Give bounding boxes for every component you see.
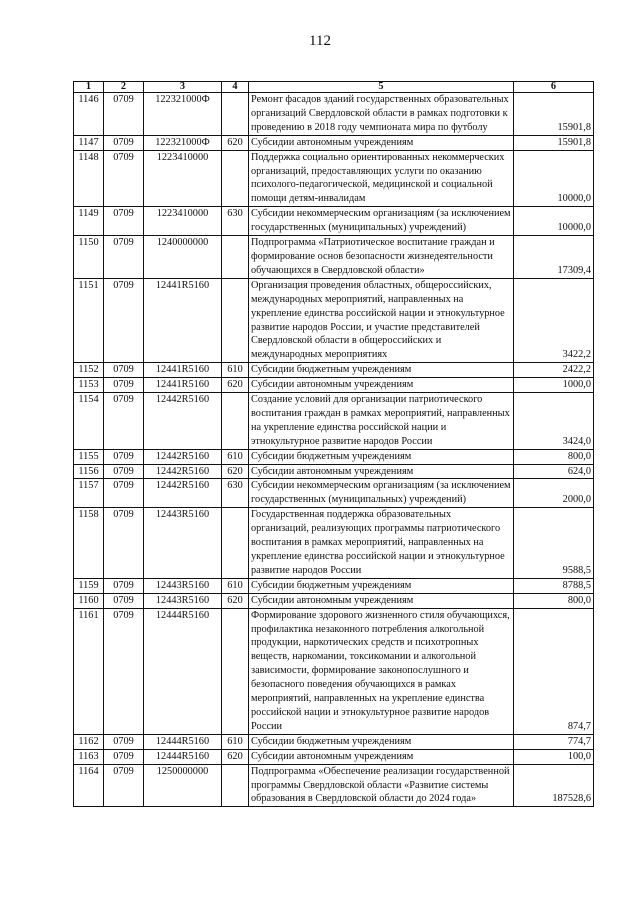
header-col-5: 5 bbox=[249, 82, 514, 93]
section-code: 0709 bbox=[104, 378, 144, 393]
item-name: Субсидии автономным учреждениям bbox=[249, 464, 514, 479]
row-number: 1159 bbox=[74, 578, 104, 593]
item-amount: 9588,5 bbox=[514, 508, 594, 579]
expense-type-code: 610 bbox=[222, 578, 249, 593]
expense-type-code bbox=[222, 508, 249, 579]
table-row bbox=[74, 479, 594, 508]
section-code: 0709 bbox=[104, 749, 144, 764]
item-amount: 3422,2 bbox=[514, 278, 594, 362]
table-row bbox=[74, 449, 594, 464]
row-number: 1163 bbox=[74, 749, 104, 764]
row-number: 1162 bbox=[74, 734, 104, 749]
table-row bbox=[74, 236, 594, 279]
expense-type-code bbox=[222, 608, 249, 734]
target-article-code: 12443R5160 bbox=[144, 508, 222, 579]
target-article-code: 122321000Ф bbox=[144, 93, 222, 136]
item-amount: 10000,0 bbox=[514, 207, 594, 236]
table-row bbox=[74, 508, 594, 579]
target-article-code: 12441R5160 bbox=[144, 278, 222, 362]
expense-type-code: 620 bbox=[222, 378, 249, 393]
row-number: 1151 bbox=[74, 278, 104, 362]
header-col-1: 1 bbox=[74, 82, 104, 93]
row-number: 1155 bbox=[74, 449, 104, 464]
section-code: 0709 bbox=[104, 393, 144, 450]
table-row bbox=[74, 734, 594, 749]
table-row bbox=[74, 578, 594, 593]
section-code: 0709 bbox=[104, 734, 144, 749]
item-amount: 15901,8 bbox=[514, 135, 594, 150]
table-row bbox=[74, 393, 594, 450]
table-row bbox=[74, 749, 594, 764]
item-name: Субсидии автономным учреждениям bbox=[249, 378, 514, 393]
budget-table bbox=[73, 81, 594, 807]
item-amount: 800,0 bbox=[514, 593, 594, 608]
target-article-code: 12444R5160 bbox=[144, 608, 222, 734]
item-amount: 10000,0 bbox=[514, 150, 594, 207]
target-article-code: 12443R5160 bbox=[144, 593, 222, 608]
target-article-code: 12443R5160 bbox=[144, 578, 222, 593]
item-name: Субсидии некоммерческим организациям (за исключением государственных (муниципальных) учреждений) bbox=[249, 479, 514, 508]
header-col-2: 2 bbox=[104, 82, 144, 93]
target-article-code: 122321000Ф bbox=[144, 135, 222, 150]
expense-type-code: 620 bbox=[222, 464, 249, 479]
target-article-code: 12444R5160 bbox=[144, 734, 222, 749]
item-name: Субсидии автономным учреждениям bbox=[249, 593, 514, 608]
table-row bbox=[74, 378, 594, 393]
table-row bbox=[74, 464, 594, 479]
item-amount: 800,0 bbox=[514, 449, 594, 464]
header-col-6: 6 bbox=[514, 82, 594, 93]
item-name: Субсидии автономным учреждениям bbox=[249, 749, 514, 764]
row-number: 1157 bbox=[74, 479, 104, 508]
item-amount: 187528,6 bbox=[514, 764, 594, 807]
item-amount: 2422,2 bbox=[514, 363, 594, 378]
row-number: 1147 bbox=[74, 135, 104, 150]
target-article-code: 1223410000 bbox=[144, 150, 222, 207]
item-amount: 874,7 bbox=[514, 608, 594, 734]
item-name: Подпрограмма «Обеспечение реализации государственной программы Свердловской области «Развитие системы образования в Свердловской области до 2024 года» bbox=[249, 764, 514, 807]
table-row bbox=[74, 93, 594, 136]
item-name: Субсидии бюджетным учреждениям bbox=[249, 363, 514, 378]
section-code: 0709 bbox=[104, 608, 144, 734]
header-col-3: 3 bbox=[144, 82, 222, 93]
expense-type-code bbox=[222, 150, 249, 207]
row-number: 1154 bbox=[74, 393, 104, 450]
expense-type-code bbox=[222, 764, 249, 807]
target-article-code: 12442R5160 bbox=[144, 393, 222, 450]
item-name: Субсидии бюджетным учреждениям bbox=[249, 449, 514, 464]
item-amount: 624,0 bbox=[514, 464, 594, 479]
table-row bbox=[74, 150, 594, 207]
target-article-code: 1250000000 bbox=[144, 764, 222, 807]
section-code: 0709 bbox=[104, 150, 144, 207]
section-code: 0709 bbox=[104, 479, 144, 508]
section-code: 0709 bbox=[104, 207, 144, 236]
expense-type-code bbox=[222, 278, 249, 362]
target-article-code: 12442R5160 bbox=[144, 464, 222, 479]
expense-type-code bbox=[222, 393, 249, 450]
table-row bbox=[74, 608, 594, 734]
expense-type-code: 630 bbox=[222, 207, 249, 236]
target-article-code: 12442R5160 bbox=[144, 479, 222, 508]
item-name: Ремонт фасадов зданий государственных образовательных организаций Свердловской области в рамках подготовки к проведению в 2018 году чемпионата мира по футболу bbox=[249, 93, 514, 136]
table-row bbox=[74, 593, 594, 608]
row-number: 1146 bbox=[74, 93, 104, 136]
target-article-code: 12441R5160 bbox=[144, 378, 222, 393]
row-number: 1164 bbox=[74, 764, 104, 807]
item-name: Государственная поддержка образовательных организаций, реализующих программы патриотического воспитания в рамках мероприятий, направленных на укрепление единства российской нации и этнокультурное развитие народов России bbox=[249, 508, 514, 579]
section-code: 0709 bbox=[104, 578, 144, 593]
section-code: 0709 bbox=[104, 93, 144, 136]
item-name: Субсидии некоммерческим организациям (за исключением государственных (муниципальных) учреждений) bbox=[249, 207, 514, 236]
row-number: 1148 bbox=[74, 150, 104, 207]
table-row bbox=[74, 207, 594, 236]
header-col-4: 4 bbox=[222, 82, 249, 93]
expense-type-code bbox=[222, 236, 249, 279]
expense-type-code: 630 bbox=[222, 479, 249, 508]
item-name: Субсидии бюджетным учреждениям bbox=[249, 734, 514, 749]
item-amount: 8788,5 bbox=[514, 578, 594, 593]
row-number: 1150 bbox=[74, 236, 104, 279]
table-row bbox=[74, 764, 594, 807]
item-amount: 15901,8 bbox=[514, 93, 594, 136]
item-amount: 17309,4 bbox=[514, 236, 594, 279]
item-amount: 1000,0 bbox=[514, 378, 594, 393]
section-code: 0709 bbox=[104, 363, 144, 378]
section-code: 0709 bbox=[104, 278, 144, 362]
expense-type-code: 620 bbox=[222, 593, 249, 608]
table-row bbox=[74, 135, 594, 150]
item-name: Субсидии автономным учреждениям bbox=[249, 135, 514, 150]
table-header-row bbox=[74, 82, 594, 93]
row-number: 1161 bbox=[74, 608, 104, 734]
table-row bbox=[74, 363, 594, 378]
item-name: Организация проведения областных, общероссийских, международных мероприятий, направленных на укрепление единства российской нации и этнокультурное развитие народов России, и участие представителей Свердловской области в общероссийских и международных мероприятиях bbox=[249, 278, 514, 362]
row-number: 1160 bbox=[74, 593, 104, 608]
section-code: 0709 bbox=[104, 135, 144, 150]
item-amount: 100,0 bbox=[514, 749, 594, 764]
expense-type-code bbox=[222, 93, 249, 136]
item-amount: 774,7 bbox=[514, 734, 594, 749]
row-number: 1153 bbox=[74, 378, 104, 393]
item-name: Формирование здорового жизненного стиля обучающихся, профилактика незаконного потребления алкогольной продукции, наркотических средств и психотропных веществ, наркомании, токсикомании и алкогольной зависимости, формирование законопослушного и безопасного поведения обучающихся в рамках мероприятий, направленных на укрепление единства российской нации и этнокультурное развитие народов России bbox=[249, 608, 514, 734]
expense-type-code: 610 bbox=[222, 734, 249, 749]
section-code: 0709 bbox=[104, 449, 144, 464]
row-number: 1149 bbox=[74, 207, 104, 236]
item-amount: 2000,0 bbox=[514, 479, 594, 508]
row-number: 1158 bbox=[74, 508, 104, 579]
item-name: Субсидии бюджетным учреждениям bbox=[249, 578, 514, 593]
section-code: 0709 bbox=[104, 464, 144, 479]
target-article-code: 1240000000 bbox=[144, 236, 222, 279]
item-name: Создание условий для организации патриотического воспитания граждан в рамках мероприятий, направленных на укрепление единства российской нации и этнокультурное развитие народов России bbox=[249, 393, 514, 450]
section-code: 0709 bbox=[104, 508, 144, 579]
page-number: 112 bbox=[309, 33, 331, 49]
target-article-code: 12444R5160 bbox=[144, 749, 222, 764]
item-amount: 3424,0 bbox=[514, 393, 594, 450]
expense-type-code: 610 bbox=[222, 449, 249, 464]
expense-type-code: 620 bbox=[222, 749, 249, 764]
item-name: Поддержка социально ориентированных некоммерческих организаций, предоставляющих услуги по оказанию психолого-педагогической, медицинской и социальной помощи детям-инвалидам bbox=[249, 150, 514, 207]
target-article-code: 1223410000 bbox=[144, 207, 222, 236]
row-number: 1152 bbox=[74, 363, 104, 378]
section-code: 0709 bbox=[104, 236, 144, 279]
table-row bbox=[74, 278, 594, 362]
section-code: 0709 bbox=[104, 764, 144, 807]
section-code: 0709 bbox=[104, 593, 144, 608]
target-article-code: 12441R5160 bbox=[144, 363, 222, 378]
expense-type-code: 620 bbox=[222, 135, 249, 150]
item-name: Подпрограмма «Патриотическое воспитание граждан и формирование основ безопасности жизнедеятельности обучающихся в Свердловской области» bbox=[249, 236, 514, 279]
expense-type-code: 610 bbox=[222, 363, 249, 378]
row-number: 1156 bbox=[74, 464, 104, 479]
target-article-code: 12442R5160 bbox=[144, 449, 222, 464]
